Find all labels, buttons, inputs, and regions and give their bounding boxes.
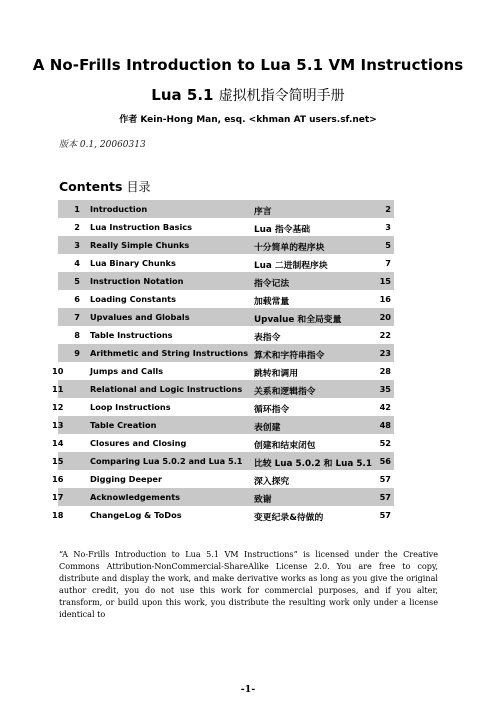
toc-title-zh: 比较 Lua 5.0.2 和 Lua 5.1 [254, 459, 372, 469]
toc-number: 6 [74, 294, 80, 304]
table-of-contents [52, 200, 394, 524]
toc-title-en: Relational and Logic Instructions [90, 384, 243, 394]
toc-title-zh: 跳转和调用 [254, 369, 298, 379]
toc-title-zh: Lua 二进制程序块 [254, 261, 328, 271]
toc-title-zh: 致谢 [254, 495, 272, 505]
toc-page: 23 [379, 348, 391, 358]
toc-row[interactable] [52, 380, 394, 398]
toc-page: 57 [379, 492, 391, 502]
toc-page: 28 [379, 366, 391, 376]
toc-number: 5 [74, 276, 80, 286]
toc-page: 22 [379, 330, 391, 340]
toc-title-zh: 表指令 [254, 333, 281, 343]
toc-page: 35 [379, 384, 391, 394]
contents-heading-zh: 目录 [126, 180, 151, 194]
toc-page: 52 [379, 438, 391, 448]
toc-title-en: Upvalues and Globals [90, 312, 190, 322]
toc-row[interactable] [58, 254, 394, 272]
toc-row[interactable] [58, 272, 394, 290]
toc-page: 7 [385, 258, 391, 268]
toc-row[interactable] [52, 416, 394, 434]
toc-title-zh: 创建和结束闭包 [254, 441, 316, 451]
toc-title-en: Closures and Closing [90, 438, 187, 448]
toc-title-en: Loading Constants [90, 294, 176, 304]
toc-title-en: Lua Binary Chunks [90, 258, 176, 268]
contents-heading [59, 178, 150, 195]
toc-row[interactable] [58, 218, 394, 236]
subtitle-chinese: 虚拟机指令简明手册 [218, 88, 345, 104]
toc-title-en: Loop Instructions [90, 402, 171, 412]
document-title: A No-Frills Introduction to Lua 5.1 VM Instructions [32, 56, 464, 74]
toc-number: 13 [52, 420, 64, 430]
toc-title-zh: 加载常量 [254, 297, 290, 307]
toc-number: 4 [74, 258, 80, 268]
toc-row[interactable] [52, 488, 394, 506]
toc-row[interactable] [52, 362, 394, 380]
toc-title-en: Comparing Lua 5.0.2 and Lua 5.1 [90, 456, 243, 466]
toc-page: 57 [379, 474, 391, 484]
toc-row[interactable] [52, 452, 394, 470]
toc-title-en: Arithmetic and String Instructions [90, 348, 249, 358]
toc-row[interactable] [58, 236, 394, 254]
toc-page: 42 [379, 402, 391, 412]
toc-number: 1 [74, 204, 80, 214]
toc-number: 8 [74, 330, 80, 340]
contents-heading-en: Contents [59, 179, 123, 194]
toc-number: 14 [52, 438, 64, 448]
toc-number: 18 [52, 510, 64, 520]
toc-page: 56 [379, 456, 391, 466]
author-line: 作者 Kein-Hong Man, esq. <khman AT users.sf.net> [119, 115, 377, 125]
toc-title-en: ChangeLog & ToDos [90, 510, 182, 520]
toc-page: 3 [385, 222, 391, 232]
toc-page: 16 [379, 294, 391, 304]
toc-title-zh: 变更纪录&待做的 [254, 513, 324, 523]
toc-page: 48 [379, 420, 391, 430]
toc-title-zh: 循环指令 [254, 405, 290, 415]
toc-title-zh: 深入探究 [254, 477, 290, 487]
toc-title-zh: 表创建 [254, 423, 281, 433]
toc-title-zh: Lua 指令基础 [254, 225, 311, 235]
toc-row[interactable] [52, 434, 394, 452]
toc-title-en: Digging Deeper [90, 474, 163, 484]
toc-number: 2 [74, 222, 80, 232]
document-subtitle [0, 85, 496, 105]
toc-title-zh: 十分简单的程序块 [254, 243, 325, 253]
toc-number: 7 [74, 312, 80, 322]
version-line: 版本 0.1, 20060313 [59, 140, 146, 150]
toc-page: 15 [379, 276, 391, 286]
toc-number: 17 [52, 492, 64, 502]
toc-title-en: Introduction [90, 204, 148, 214]
toc-title-zh: Upvalue 和全局变量 [254, 315, 342, 325]
toc-title-en: Instruction Notation [90, 276, 184, 286]
toc-page: 20 [379, 312, 391, 322]
toc-row[interactable] [58, 290, 394, 308]
toc-row[interactable] [52, 398, 394, 416]
toc-title-zh: 关系和逻辑指令 [254, 387, 316, 397]
toc-row[interactable] [58, 200, 394, 218]
toc-title-en: Table Creation [90, 420, 157, 430]
toc-row[interactable] [58, 308, 394, 326]
toc-number: 3 [74, 240, 80, 250]
license-paragraph: “A No-Frills Introduction to Lua 5.1 VM Instructions” is licensed under the Creative Commons Attribution-NonCommercial-ShareAlike License 2.0. You are free to copy, distribute and display the work, and make derivative works as long as you give the original author credit, you do not use this work for commercial purposes, and if you alter, transform, or build upon this work, you distribute the resulting work only under a license identical to [59, 549, 438, 619]
toc-number: 9 [74, 348, 80, 358]
toc-title-en: Acknowledgements [90, 492, 180, 502]
toc-row[interactable] [58, 326, 394, 344]
toc-number: 11 [52, 384, 64, 394]
toc-title-zh: 序言 [254, 207, 272, 217]
toc-number: 16 [52, 474, 64, 484]
toc-title-zh: 算术和字符串指令 [254, 351, 325, 361]
toc-title-zh: 指令记法 [254, 279, 290, 289]
toc-row[interactable] [52, 470, 394, 488]
toc-number: 12 [52, 402, 64, 412]
page-number: -1- [240, 684, 256, 695]
toc-row[interactable] [52, 506, 394, 524]
toc-row[interactable] [58, 344, 394, 362]
toc-number: 10 [52, 366, 64, 376]
toc-page: 57 [379, 510, 391, 520]
toc-number: 15 [52, 456, 64, 466]
subtitle-version: Lua 5.1 [151, 86, 214, 104]
toc-page: 2 [385, 204, 391, 214]
toc-title-en: Jumps and Calls [90, 366, 164, 376]
toc-title-en: Really Simple Chunks [90, 240, 190, 250]
toc-title-en: Lua Instruction Basics [90, 222, 192, 232]
toc-title-en: Table Instructions [90, 330, 173, 340]
toc-page: 5 [385, 240, 391, 250]
